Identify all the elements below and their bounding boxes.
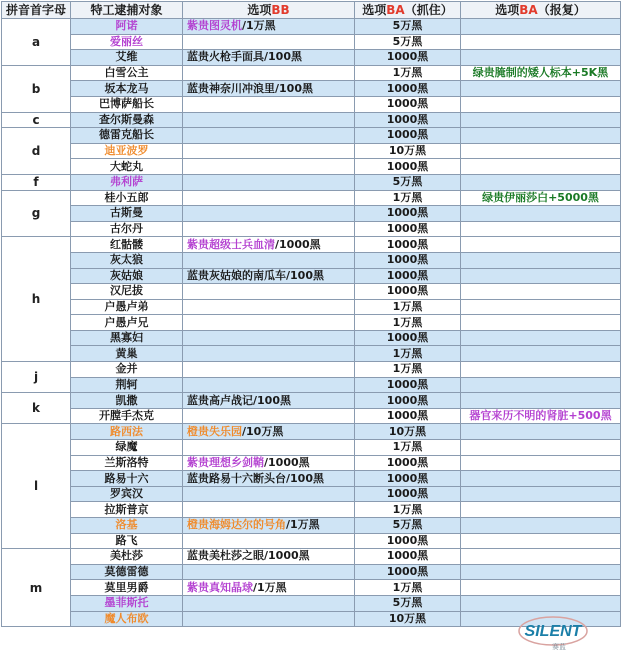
bb-cost: /100黑 bbox=[253, 393, 291, 407]
option-ba-capture-cell: 1000黑 bbox=[355, 112, 461, 128]
option-bb-cell bbox=[183, 159, 355, 175]
pinyin-letter-cell: m bbox=[2, 549, 71, 627]
target-name-cell: 德雷克船长 bbox=[71, 128, 183, 144]
bb-cost: /1000黑 bbox=[264, 549, 310, 563]
option-bb-cell bbox=[183, 143, 355, 159]
target-name-cell: 古斯曼 bbox=[71, 206, 183, 222]
bb-item: 橙贵失乐园 bbox=[187, 424, 242, 438]
target-name-cell: 魔人布欧 bbox=[71, 611, 183, 627]
table-row bbox=[2, 159, 621, 175]
option-ba-capture-cell: 10万黑 bbox=[355, 611, 461, 627]
option-bb-cell bbox=[183, 595, 355, 611]
option-ba-revenge-cell bbox=[461, 19, 621, 35]
table-row bbox=[2, 377, 621, 393]
option-bb-cell bbox=[183, 128, 355, 144]
bb-item: 蓝贵火枪手面具 bbox=[187, 50, 264, 64]
option-ba-capture-cell: 1000黑 bbox=[355, 377, 461, 393]
bb-cost: /1万黑 bbox=[253, 580, 287, 594]
pinyin-letter-cell: j bbox=[2, 362, 71, 393]
option-ba-revenge-cell bbox=[461, 440, 621, 456]
option-ba-revenge-cell bbox=[461, 112, 621, 128]
table-row bbox=[2, 408, 621, 424]
option-ba-capture-cell: 1000黑 bbox=[355, 564, 461, 580]
table-row bbox=[2, 533, 621, 549]
option-bb-cell bbox=[183, 533, 355, 549]
option-ba-revenge-cell bbox=[461, 128, 621, 144]
option-ba-capture-cell: 1000黑 bbox=[355, 455, 461, 471]
option-bb-cell bbox=[183, 299, 355, 315]
option-bb-cell bbox=[183, 549, 355, 565]
table-row bbox=[2, 81, 621, 97]
option-ba-capture-cell: 1万黑 bbox=[355, 346, 461, 362]
table-row bbox=[2, 190, 621, 206]
bb-item: 紫贵超级士兵血清 bbox=[187, 237, 275, 251]
pinyin-letter-cell: f bbox=[2, 174, 71, 190]
header-option-ba-revenge: 选项BA（报复） bbox=[461, 2, 621, 19]
option-bb-cell bbox=[183, 206, 355, 222]
logo-text: SILENT bbox=[524, 623, 582, 640]
option-ba-revenge-cell bbox=[461, 424, 621, 440]
target-name-cell: 美杜莎 bbox=[71, 549, 183, 565]
option-bb-cell bbox=[183, 362, 355, 378]
target-name-cell: 黑寡妇 bbox=[71, 330, 183, 346]
option-bb-cell bbox=[183, 19, 355, 35]
bb-cost: /100黑 bbox=[286, 268, 324, 282]
option-ba-capture-cell: 1000黑 bbox=[355, 549, 461, 565]
option-ba-capture-cell: 5万黑 bbox=[355, 595, 461, 611]
option-ba-revenge-cell bbox=[461, 502, 621, 518]
option-ba-revenge-cell: 绿贵腌制的矮人标本+5K黑 bbox=[461, 65, 621, 81]
target-name-cell: 桂小五郎 bbox=[71, 190, 183, 206]
target-name-cell: 金并 bbox=[71, 362, 183, 378]
table-row bbox=[2, 455, 621, 471]
option-ba-revenge-cell bbox=[461, 471, 621, 487]
option-bb-cell bbox=[183, 112, 355, 128]
option-ba-revenge-cell bbox=[461, 268, 621, 284]
option-ba-capture-cell: 1万黑 bbox=[355, 580, 461, 596]
option-ba-capture-cell: 1000黑 bbox=[355, 284, 461, 300]
table-row bbox=[2, 424, 621, 440]
option-ba-revenge-cell bbox=[461, 455, 621, 471]
option-ba-capture-cell: 1000黑 bbox=[355, 533, 461, 549]
option-ba-revenge-cell bbox=[461, 221, 621, 237]
target-name-cell: 洛基 bbox=[71, 518, 183, 534]
option-bb-cell bbox=[183, 424, 355, 440]
option-bb-cell bbox=[183, 393, 355, 409]
option-ba-revenge-cell bbox=[461, 237, 621, 253]
option-ba-revenge-cell bbox=[461, 564, 621, 580]
target-name-cell: 灰太狼 bbox=[71, 252, 183, 268]
table-row bbox=[2, 96, 621, 112]
option-ba-capture-cell: 1000黑 bbox=[355, 268, 461, 284]
pinyin-letter-cell: h bbox=[2, 237, 71, 362]
option-bb-cell bbox=[183, 65, 355, 81]
option-ba-revenge-cell: 绿贵伊丽莎白+5000黑 bbox=[461, 190, 621, 206]
option-ba-revenge-cell bbox=[461, 50, 621, 66]
target-name-cell: 路易十六 bbox=[71, 471, 183, 487]
target-name-cell: 汉尼拔 bbox=[71, 284, 183, 300]
header-option-bb: 选项BB bbox=[183, 2, 355, 19]
table-row bbox=[2, 143, 621, 159]
option-bb-cell bbox=[183, 580, 355, 596]
bb-item: 蓝贵路易十六断头台 bbox=[187, 471, 286, 485]
option-ba-revenge-cell bbox=[461, 393, 621, 409]
agent-capture-table bbox=[1, 1, 621, 627]
table-row bbox=[2, 518, 621, 534]
target-name-cell: 户愚卢兄 bbox=[71, 315, 183, 331]
target-name-cell: 弗利萨 bbox=[71, 174, 183, 190]
pinyin-letter-cell: a bbox=[2, 19, 71, 66]
option-ba-capture-cell: 1000黑 bbox=[355, 50, 461, 66]
table-row bbox=[2, 128, 621, 144]
target-name-cell: 路西法 bbox=[71, 424, 183, 440]
target-name-cell: 查尔斯曼森 bbox=[71, 112, 183, 128]
option-ba-capture-cell: 5万黑 bbox=[355, 518, 461, 534]
header-option-ba-capture: 选项BA（抓住） bbox=[355, 2, 461, 19]
target-name-cell: 开膛手杰克 bbox=[71, 408, 183, 424]
option-ba-capture-cell: 1000黑 bbox=[355, 206, 461, 222]
target-name-cell: 莫里男爵 bbox=[71, 580, 183, 596]
bb-item: 蓝贵美杜莎之眼 bbox=[187, 549, 264, 563]
target-name-cell: 大蛇丸 bbox=[71, 159, 183, 175]
bb-item: 蓝贵神奈川冲浪里 bbox=[187, 81, 275, 95]
option-ba-revenge-cell: 器官来历不明的肾脏+500黑 bbox=[461, 408, 621, 424]
option-ba-capture-cell: 1000黑 bbox=[355, 237, 461, 253]
target-name-cell: 艾维 bbox=[71, 50, 183, 66]
pinyin-letter-cell: k bbox=[2, 393, 71, 424]
target-name-cell: 荆轲 bbox=[71, 377, 183, 393]
option-bb-cell bbox=[183, 221, 355, 237]
table-row bbox=[2, 252, 621, 268]
option-ba-revenge-cell bbox=[461, 159, 621, 175]
target-name-cell: 巴博萨船长 bbox=[71, 96, 183, 112]
option-ba-capture-cell: 1000黑 bbox=[355, 159, 461, 175]
bb-cost: /100黑 bbox=[286, 471, 324, 485]
table-row bbox=[2, 221, 621, 237]
table-row bbox=[2, 284, 621, 300]
option-ba-capture-cell: 1000黑 bbox=[355, 486, 461, 502]
header-row bbox=[2, 2, 621, 19]
option-ba-capture-cell: 5万黑 bbox=[355, 34, 461, 50]
target-name-cell: 黄巢 bbox=[71, 346, 183, 362]
option-ba-revenge-cell bbox=[461, 518, 621, 534]
option-ba-revenge-cell bbox=[461, 330, 621, 346]
option-bb-cell bbox=[183, 377, 355, 393]
option-bb-cell bbox=[183, 252, 355, 268]
option-ba-revenge-cell bbox=[461, 81, 621, 97]
bb-cost: /1000黑 bbox=[275, 237, 321, 251]
option-ba-capture-cell: 1000黑 bbox=[355, 128, 461, 144]
table-row bbox=[2, 50, 621, 66]
option-bb-cell bbox=[183, 502, 355, 518]
target-name-cell: 莫德雷德 bbox=[71, 564, 183, 580]
option-ba-capture-cell: 1000黑 bbox=[355, 252, 461, 268]
target-name-cell: 白雪公主 bbox=[71, 65, 183, 81]
option-bb-cell bbox=[183, 471, 355, 487]
header-pinyin-initial: 拼音首字母 bbox=[2, 2, 71, 19]
bb-item: 蓝贵高卢战记 bbox=[187, 393, 253, 407]
option-bb-cell bbox=[183, 174, 355, 190]
option-bb-cell bbox=[183, 81, 355, 97]
bb-item: 橙贵海姆达尔的号角 bbox=[187, 518, 286, 532]
option-bb-cell bbox=[183, 455, 355, 471]
target-name-cell: 墨菲斯托 bbox=[71, 595, 183, 611]
table-row bbox=[2, 206, 621, 222]
option-ba-capture-cell: 1万黑 bbox=[355, 502, 461, 518]
target-name-cell: 拉斯普京 bbox=[71, 502, 183, 518]
option-ba-capture-cell: 1000黑 bbox=[355, 471, 461, 487]
target-name-cell: 红骷髅 bbox=[71, 237, 183, 253]
option-bb-cell bbox=[183, 611, 355, 627]
option-ba-capture-cell: 10万黑 bbox=[355, 424, 461, 440]
option-bb-cell bbox=[183, 315, 355, 331]
target-name-cell: 古尔丹 bbox=[71, 221, 183, 237]
table-row bbox=[2, 315, 621, 331]
bb-item: 紫贵图灵机 bbox=[187, 19, 242, 33]
target-name-cell: 户愚卢弟 bbox=[71, 299, 183, 315]
table-row bbox=[2, 502, 621, 518]
table-row bbox=[2, 564, 621, 580]
table-row bbox=[2, 19, 621, 35]
option-bb-cell bbox=[183, 284, 355, 300]
option-ba-revenge-cell bbox=[461, 533, 621, 549]
option-ba-revenge-cell bbox=[461, 580, 621, 596]
target-name-cell: 爱丽丝 bbox=[71, 34, 183, 50]
option-ba-capture-cell: 10万黑 bbox=[355, 143, 461, 159]
option-ba-capture-cell: 5万黑 bbox=[355, 174, 461, 190]
logo-subtext: 赛蓝 bbox=[552, 643, 566, 651]
target-name-cell: 绿魔 bbox=[71, 440, 183, 456]
target-name-cell: 迪亚波罗 bbox=[71, 143, 183, 159]
option-ba-capture-cell: 1万黑 bbox=[355, 362, 461, 378]
option-ba-revenge-cell bbox=[461, 315, 621, 331]
pinyin-letter-cell: d bbox=[2, 128, 71, 175]
option-ba-revenge-cell bbox=[461, 284, 621, 300]
target-name-cell: 阿诺 bbox=[71, 19, 183, 35]
bb-cost: /10万黑 bbox=[242, 424, 284, 438]
option-bb-cell bbox=[183, 440, 355, 456]
table-row bbox=[2, 112, 621, 128]
bb-cost: /100黑 bbox=[275, 81, 313, 95]
table-row bbox=[2, 330, 621, 346]
target-name-cell: 灰姑娘 bbox=[71, 268, 183, 284]
option-ba-capture-cell: 1000黑 bbox=[355, 221, 461, 237]
table-row bbox=[2, 237, 621, 253]
option-ba-capture-cell: 1000黑 bbox=[355, 408, 461, 424]
option-ba-capture-cell: 1万黑 bbox=[355, 299, 461, 315]
bb-cost: /1000黑 bbox=[264, 455, 310, 469]
option-ba-capture-cell: 1万黑 bbox=[355, 65, 461, 81]
option-ba-revenge-cell bbox=[461, 206, 621, 222]
option-bb-cell bbox=[183, 190, 355, 206]
option-ba-revenge-cell bbox=[461, 96, 621, 112]
table-row bbox=[2, 65, 621, 81]
option-bb-cell bbox=[183, 564, 355, 580]
table-row bbox=[2, 393, 621, 409]
option-bb-cell bbox=[183, 96, 355, 112]
option-bb-cell bbox=[183, 486, 355, 502]
table-row bbox=[2, 549, 621, 565]
pinyin-letter-cell: l bbox=[2, 424, 71, 549]
option-bb-cell bbox=[183, 346, 355, 362]
option-ba-revenge-cell bbox=[461, 346, 621, 362]
option-ba-capture-cell: 1000黑 bbox=[355, 81, 461, 97]
pinyin-letter-cell: g bbox=[2, 190, 71, 237]
pinyin-letter-cell: c bbox=[2, 112, 71, 128]
pinyin-letter-cell: b bbox=[2, 65, 71, 112]
option-ba-capture-cell: 5万黑 bbox=[355, 19, 461, 35]
target-name-cell: 坂本龙马 bbox=[71, 81, 183, 97]
bb-cost: /1万黑 bbox=[242, 19, 276, 33]
table-row bbox=[2, 34, 621, 50]
option-bb-cell bbox=[183, 34, 355, 50]
table-row bbox=[2, 362, 621, 378]
option-ba-revenge-cell bbox=[461, 549, 621, 565]
option-bb-cell bbox=[183, 330, 355, 346]
option-bb-cell bbox=[183, 237, 355, 253]
option-ba-revenge-cell bbox=[461, 252, 621, 268]
bb-cost: /1万黑 bbox=[286, 518, 320, 532]
table-row bbox=[2, 486, 621, 502]
bb-item: 紫贵理想乡剑鞘 bbox=[187, 455, 264, 469]
option-ba-capture-cell: 1万黑 bbox=[355, 190, 461, 206]
option-ba-capture-cell: 1000黑 bbox=[355, 393, 461, 409]
option-ba-capture-cell: 1万黑 bbox=[355, 440, 461, 456]
target-name-cell: 兰斯洛特 bbox=[71, 455, 183, 471]
option-bb-cell bbox=[183, 408, 355, 424]
option-ba-revenge-cell bbox=[461, 362, 621, 378]
option-ba-capture-cell: 1万黑 bbox=[355, 315, 461, 331]
option-ba-revenge-cell bbox=[461, 299, 621, 315]
table-row bbox=[2, 299, 621, 315]
target-name-cell: 凯撒 bbox=[71, 393, 183, 409]
target-name-cell: 路飞 bbox=[71, 533, 183, 549]
bb-item: 蓝贵灰姑娘的南瓜车 bbox=[187, 268, 286, 282]
bb-cost: /100黑 bbox=[264, 50, 302, 64]
table-row bbox=[2, 174, 621, 190]
table-row bbox=[2, 471, 621, 487]
option-ba-capture-cell: 1000黑 bbox=[355, 330, 461, 346]
option-ba-revenge-cell bbox=[461, 377, 621, 393]
option-ba-revenge-cell bbox=[461, 34, 621, 50]
option-ba-revenge-cell bbox=[461, 143, 621, 159]
bb-item: 紫贵真知晶球 bbox=[187, 580, 253, 594]
header-agent-target: 特工逮捕对象 bbox=[71, 2, 183, 19]
option-ba-capture-cell: 1000黑 bbox=[355, 96, 461, 112]
option-ba-revenge-cell bbox=[461, 174, 621, 190]
table-row bbox=[2, 440, 621, 456]
table-row bbox=[2, 346, 621, 362]
table-row bbox=[2, 580, 621, 596]
option-bb-cell bbox=[183, 268, 355, 284]
table-row bbox=[2, 268, 621, 284]
option-bb-cell bbox=[183, 50, 355, 66]
option-bb-cell bbox=[183, 518, 355, 534]
silent-logo bbox=[497, 609, 605, 655]
target-name-cell: 罗宾汉 bbox=[71, 486, 183, 502]
option-ba-revenge-cell bbox=[461, 486, 621, 502]
